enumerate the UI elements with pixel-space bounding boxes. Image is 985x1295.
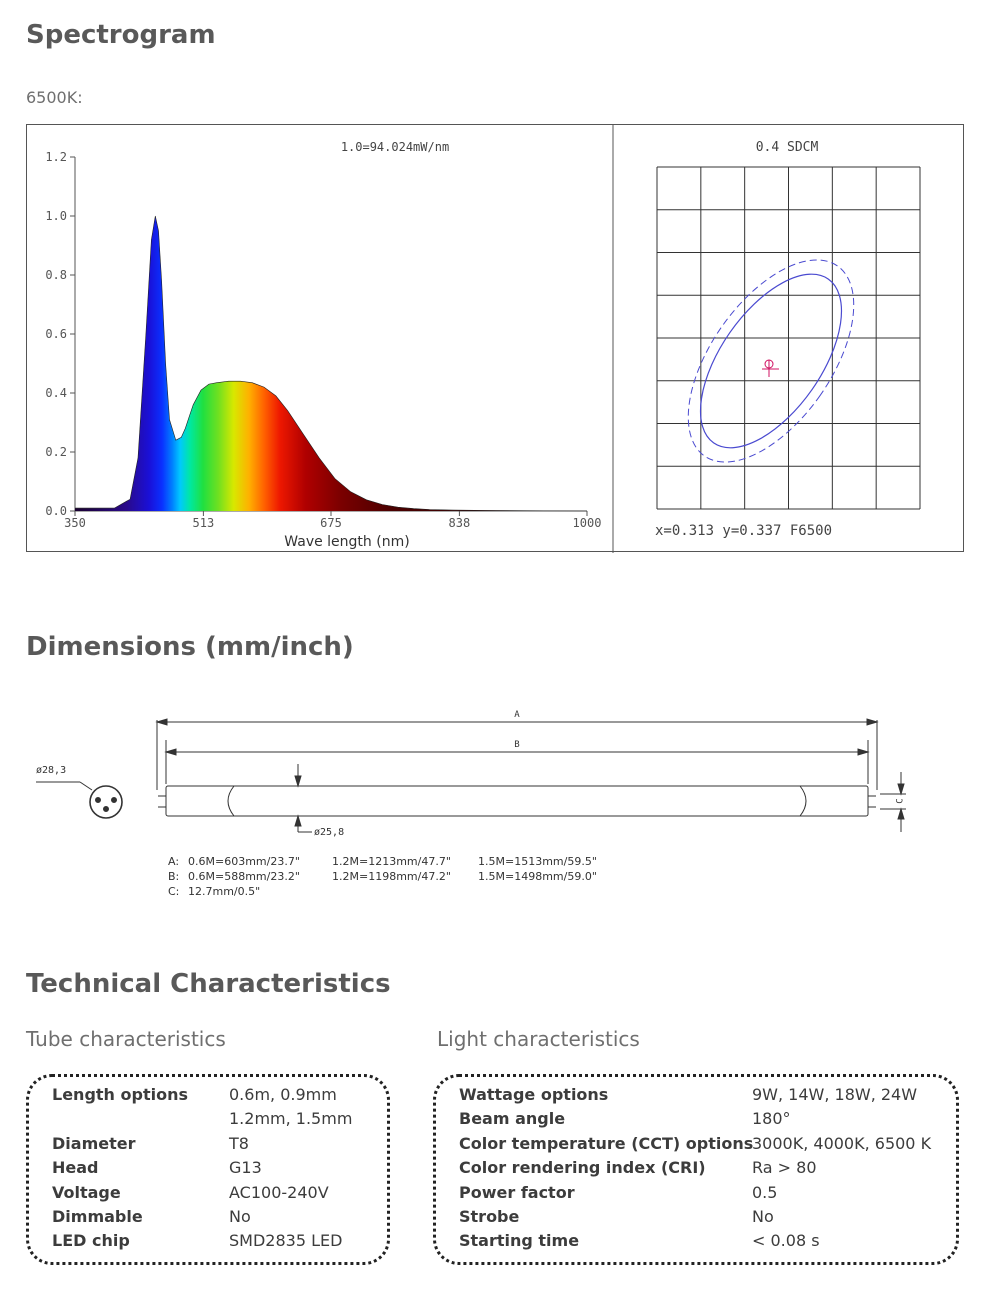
characteristic-label: Color rendering index (CRI): [459, 1158, 706, 1178]
dimension-cell: C:: [168, 885, 180, 898]
dimension-cell: A:: [168, 855, 180, 868]
characteristic-value: G13: [229, 1158, 262, 1178]
y-tick-label: 1.0: [45, 209, 67, 223]
characteristic-value: 9W, 14W, 18W, 24W: [752, 1085, 918, 1104]
characteristic-label: LED chip: [52, 1231, 130, 1251]
y-tick-label: 0.8: [45, 268, 67, 282]
characteristic-value: 0.6m, 0.9mm: [229, 1085, 337, 1104]
characteristic-label: Power factor: [459, 1182, 575, 1202]
y-tick-label: 0.6: [45, 327, 67, 341]
characteristic-label: Voltage: [52, 1182, 121, 1202]
characteristic-value: 0.5: [752, 1182, 778, 1202]
tube-heading: Tube characteristics: [26, 1027, 226, 1051]
tube-diameter: ø25,8: [314, 827, 345, 838]
y-tick-label: 0.4: [45, 386, 67, 400]
spectrogram-figure: [26, 124, 964, 552]
y-tick-label: 0.2: [45, 445, 67, 459]
characteristic-value: T8: [229, 1133, 249, 1153]
spectrum-area: [75, 216, 587, 511]
characteristic-value: No: [752, 1207, 774, 1226]
characteristic-label: Color temperature (CCT) options: [459, 1133, 754, 1153]
tube-dimension-drawing: [30, 700, 930, 910]
characteristic-value: Ra > 80: [752, 1158, 817, 1178]
spectrogram-subtitle: 6500K:: [26, 88, 83, 107]
x-tick-label: 513: [192, 516, 215, 530]
spectrum-x-axis-label: Wave length (nm): [284, 534, 410, 550]
dimension-cell: 0.6M=603mm/23.7": [188, 855, 300, 868]
dim-label-a: A: [514, 710, 520, 720]
tube-characteristics-panel: [26, 1074, 390, 1265]
characteristic-value: 1.2mm, 1.5mm: [229, 1109, 353, 1129]
dimension-cell: 1.2M=1213mm/47.7": [332, 855, 451, 868]
spectrogram-title: Spectrogram: [26, 20, 216, 50]
characteristic-label: Beam angle: [459, 1109, 566, 1129]
dimension-cell: 1.5M=1498mm/59.0": [478, 870, 597, 883]
characteristic-value: AC100-240V: [229, 1182, 329, 1202]
light-heading: Light characteristics: [437, 1027, 640, 1051]
technical-title: Technical Characteristics: [26, 969, 391, 999]
dimension-cell: B:: [168, 870, 180, 883]
dim-label-c: C: [895, 798, 906, 804]
cie-grid: [657, 167, 920, 509]
dimension-table: [168, 855, 597, 898]
characteristic-label: Diameter: [52, 1133, 136, 1153]
characteristic-label: Head: [52, 1158, 99, 1178]
dimensions-title: Dimensions (mm/inch): [26, 632, 354, 662]
dim-label-b: B: [514, 740, 520, 750]
dimension-cell: 12.7mm/0.5": [188, 885, 261, 898]
characteristic-label: Length options: [52, 1085, 188, 1104]
light-characteristics-panel: [433, 1074, 959, 1265]
dimension-cell: 1.5M=1513mm/59.5": [478, 855, 597, 868]
characteristic-label: Wattage options: [459, 1085, 609, 1104]
y-tick-label: 0.0: [45, 504, 67, 518]
cie-title: 0.4 SDCM: [755, 140, 819, 155]
x-tick-label: 675: [320, 516, 342, 530]
x-tick-label: 1000: [572, 516, 602, 530]
spectrum-chart: [27, 125, 965, 553]
dimension-cell: 1.2M=1198mm/47.2": [332, 870, 451, 883]
x-tick-label: 838: [448, 516, 471, 530]
dimension-cell: 0.6M=588mm/23.2": [188, 870, 300, 883]
cie-readout: x=0.313 y=0.337 F6500: [655, 523, 833, 539]
characteristic-value: < 0.08 s: [752, 1231, 820, 1251]
characteristic-value: SMD2835 LED: [229, 1231, 343, 1251]
x-tick-label: 350: [64, 516, 86, 530]
chromaticity-point: [762, 360, 779, 377]
characteristic-label: Starting time: [459, 1231, 580, 1251]
spectrum-annotation: 1.0=94.024mW/nm: [340, 140, 450, 154]
characteristic-label: Dimmable: [52, 1207, 143, 1226]
characteristic-value: 3000K, 4000K, 6500 K: [752, 1133, 932, 1153]
characteristic-value: No: [229, 1207, 251, 1226]
characteristic-value: 180°: [752, 1109, 791, 1129]
characteristic-label: Strobe: [459, 1207, 520, 1226]
end-cap-diameter: ø28,3: [36, 765, 67, 776]
y-tick-label: 1.2: [45, 150, 67, 164]
